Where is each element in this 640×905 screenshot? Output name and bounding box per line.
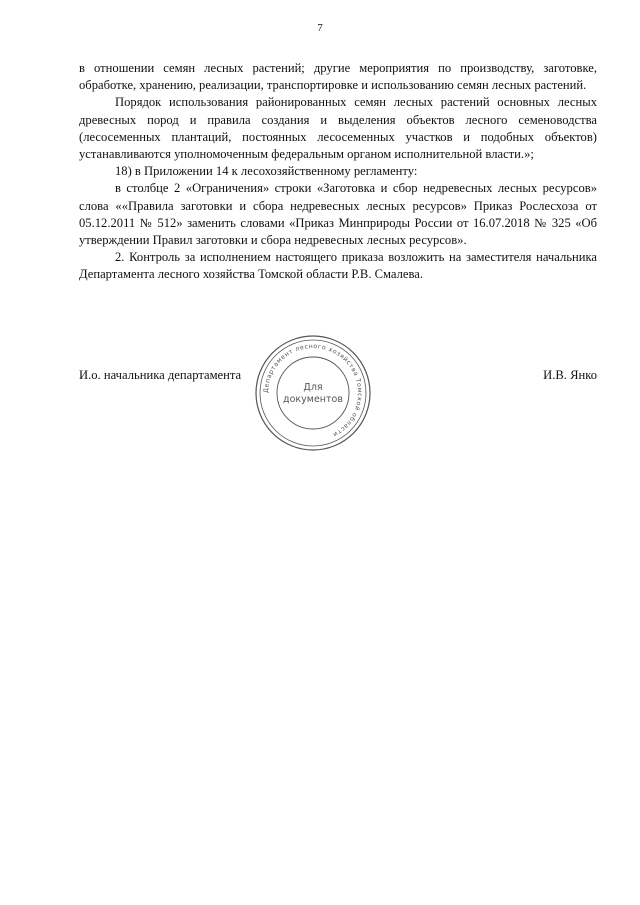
- stamp-center-line2: документов: [283, 394, 343, 405]
- official-stamp: [253, 333, 373, 453]
- paragraph-3: 18) в Приложении 14 к лесохозяйственному регламенту:: [115, 164, 418, 179]
- page-number: 7: [317, 22, 323, 34]
- paragraph-4: в столбце 2 «Ограничения» строки «Заготовка и сбор недревесных лесных ресурсов» слова ««Правила заготовки и сбора недревесных лесных ресурсов» Приказ Рослесхоза от 05.12.2011 № 512» заменить словами «Приказ Минприроды России от 16.07.2018 № 325 «Об утверждении Правил заготовки и сбора недревесных лесных ресурсов».: [79, 181, 597, 248]
- paragraph-1: в отношении семян лесных растений; другие мероприятия по производству, заготовке, обработке, хранению, реализации, транспортировке и использованию семян лесных растений.: [79, 61, 597, 93]
- stamp-ring-text: Департамент лесного хозяйства Томской области: [262, 342, 364, 439]
- signer-name: И.В. Янко: [543, 368, 597, 382]
- document-body: [79, 60, 597, 284]
- stamp-center-line1: Для: [303, 382, 323, 393]
- signer-title: И.о. начальника департамента: [79, 368, 242, 382]
- paragraph-2: Порядок использования районированных семян лесных растений основных лесных древесных пород и правила создания и выделения объектов лесного семеноводства (лесосеменных плантаций, постоянных лесосеменных участков и подобных объектов) устанавливаются уполномоченным федеральным органом исполнительной власти.»;: [79, 95, 597, 162]
- paragraph-5: 2. Контроль за исполнением настоящего приказа возложить на заместителя начальника Департамента лесного хозяйства Томской области Р.В. Смалева.: [79, 250, 597, 282]
